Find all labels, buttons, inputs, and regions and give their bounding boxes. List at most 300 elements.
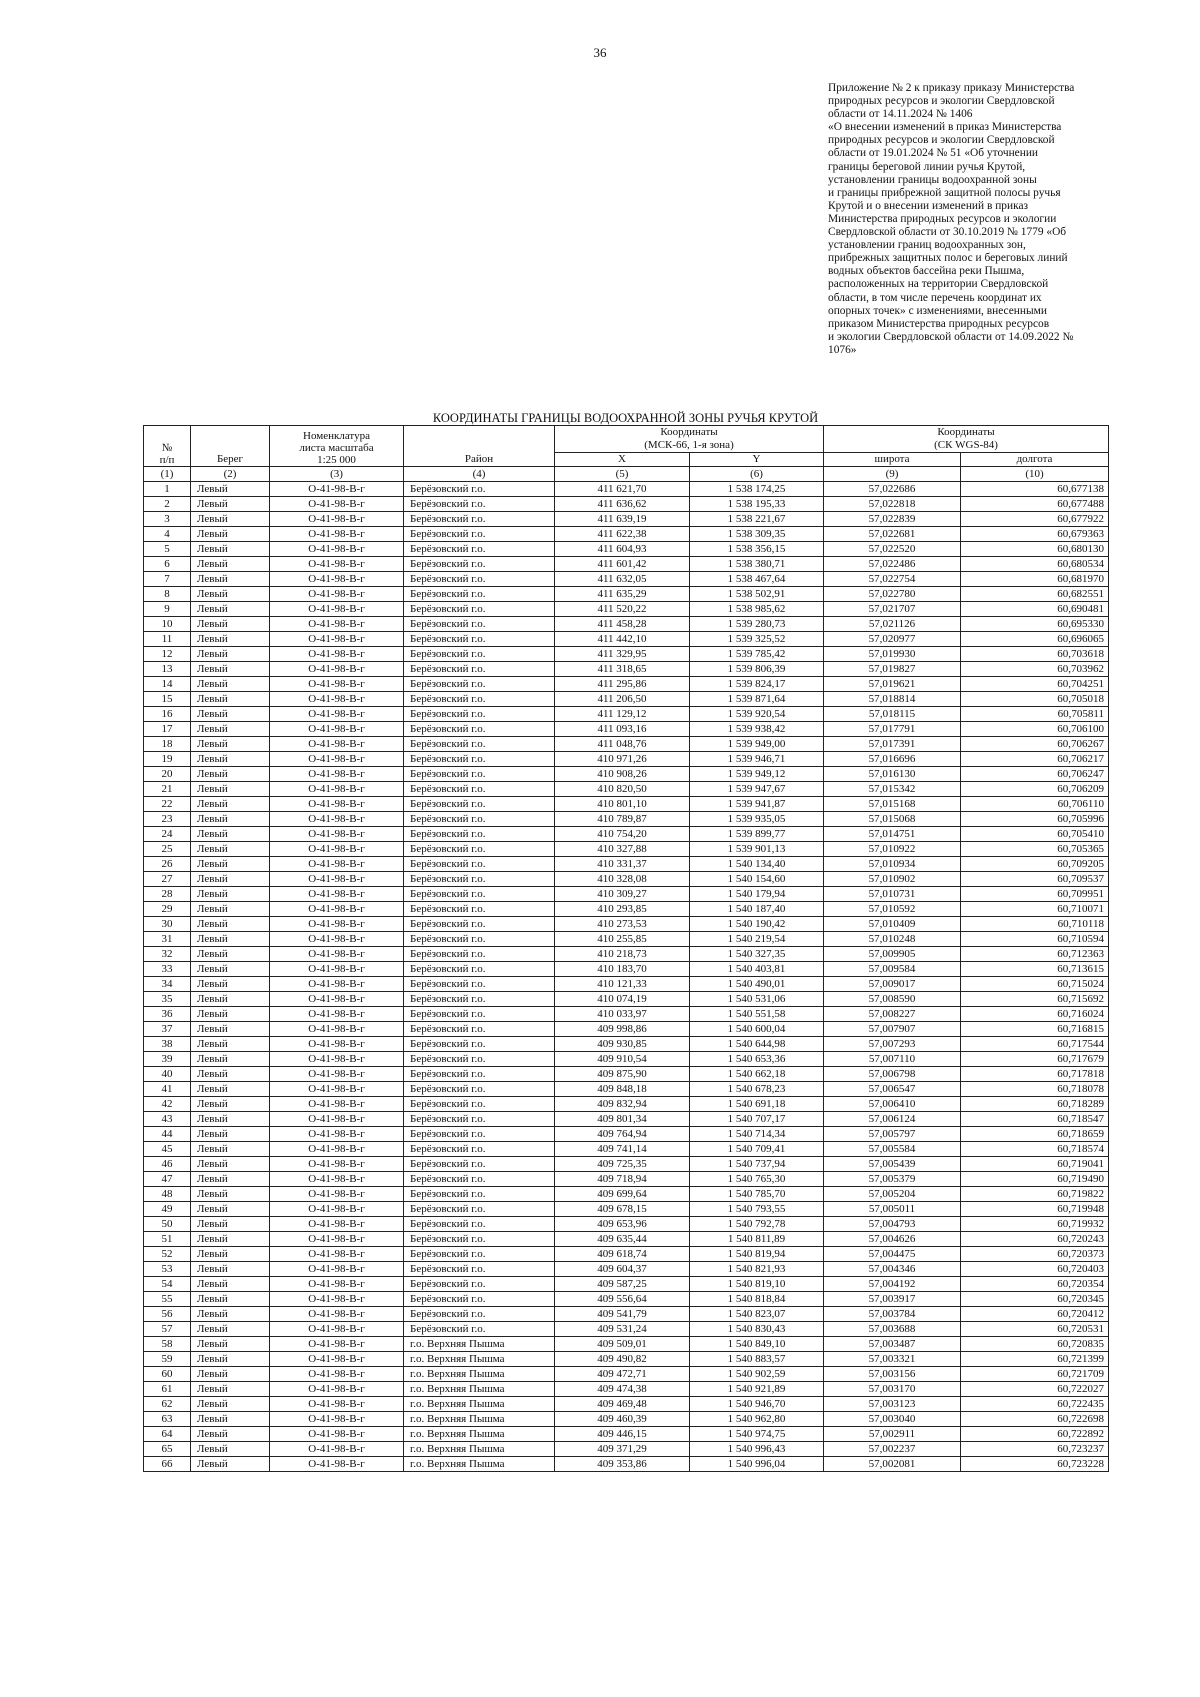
msk-y-cell: 1 540 962,80 xyxy=(690,1412,824,1427)
msk-y-cell: 1 540 600,04 xyxy=(690,1022,824,1037)
point-number-cell: 11 xyxy=(144,632,191,647)
district-cell: Берёзовский г.о. xyxy=(404,1307,555,1322)
wgs-longitude-cell: 60,718078 xyxy=(961,1082,1109,1097)
msk-y-cell: 1 540 403,81 xyxy=(690,962,824,977)
wgs-longitude-cell: 60,706247 xyxy=(961,767,1109,782)
msk-x-cell: 410 908,26 xyxy=(555,767,690,782)
table-row xyxy=(144,1172,1109,1187)
district-cell: Берёзовский г.о. xyxy=(404,1112,555,1127)
msk-y-cell: 1 540 653,36 xyxy=(690,1052,824,1067)
district-cell: Берёзовский г.о. xyxy=(404,1262,555,1277)
msk-y-cell: 1 539 806,39 xyxy=(690,662,824,677)
msk-x-cell: 409 371,29 xyxy=(555,1442,690,1457)
sheet-nomenclature-cell: О-41-98-В-г xyxy=(270,1307,404,1322)
point-number-cell: 29 xyxy=(144,902,191,917)
bank-cell: Левый xyxy=(191,1262,270,1277)
wgs-latitude-cell: 57,009584 xyxy=(824,962,961,977)
table-row xyxy=(144,1067,1109,1082)
wgs-longitude-cell: 60,679363 xyxy=(961,527,1109,542)
point-number-cell: 65 xyxy=(144,1442,191,1457)
sheet-nomenclature-cell: О-41-98-В-г xyxy=(270,1367,404,1382)
district-cell: Берёзовский г.о. xyxy=(404,482,555,497)
sheet-nomenclature-cell: О-41-98-В-г xyxy=(270,497,404,512)
msk-y-cell: 1 539 785,42 xyxy=(690,647,824,662)
wgs-longitude-cell: 60,717818 xyxy=(961,1067,1109,1082)
bank-cell: Левый xyxy=(191,632,270,647)
wgs-latitude-cell: 57,003156 xyxy=(824,1367,961,1382)
msk-y-cell: 1 538 221,67 xyxy=(690,512,824,527)
msk-y-cell: 1 540 691,18 xyxy=(690,1097,824,1112)
sheet-nomenclature-cell: О-41-98-В-г xyxy=(270,812,404,827)
district-cell: г.о. Верхняя Пышма xyxy=(404,1442,555,1457)
point-number-cell: 53 xyxy=(144,1262,191,1277)
table-row xyxy=(144,1292,1109,1307)
wgs-latitude-cell: 57,021126 xyxy=(824,617,961,632)
msk-y-cell: 1 540 765,30 xyxy=(690,1172,824,1187)
bank-cell: Левый xyxy=(191,1037,270,1052)
district-cell: Берёзовский г.о. xyxy=(404,587,555,602)
sheet-nomenclature-cell: О-41-98-В-г xyxy=(270,1067,404,1082)
district-cell: г.о. Верхняя Пышма xyxy=(404,1427,555,1442)
sheet-nomenclature-cell: О-41-98-В-г xyxy=(270,1337,404,1352)
bank-cell: Левый xyxy=(191,1337,270,1352)
table-row xyxy=(144,1142,1109,1157)
wgs-latitude-cell: 57,010592 xyxy=(824,902,961,917)
column-number: (9) xyxy=(824,467,961,482)
msk-x-cell: 410 820,50 xyxy=(555,782,690,797)
msk-x-cell: 409 469,48 xyxy=(555,1397,690,1412)
wgs-latitude-cell: 57,018814 xyxy=(824,692,961,707)
point-number-cell: 10 xyxy=(144,617,191,632)
district-cell: Берёзовский г.о. xyxy=(404,992,555,1007)
msk-x-cell: 411 048,76 xyxy=(555,737,690,752)
bank-cell: Левый xyxy=(191,1457,270,1472)
table-row xyxy=(144,977,1109,992)
table-body xyxy=(144,482,1109,1472)
wgs-longitude-cell: 60,704251 xyxy=(961,677,1109,692)
table-row xyxy=(144,1262,1109,1277)
district-cell: г.о. Верхняя Пышма xyxy=(404,1352,555,1367)
wgs-latitude-cell: 57,003170 xyxy=(824,1382,961,1397)
table-row xyxy=(144,1247,1109,1262)
district-cell: Берёзовский г.о. xyxy=(404,512,555,527)
msk-y-cell: 1 540 190,42 xyxy=(690,917,824,932)
msk-x-cell: 411 329,95 xyxy=(555,647,690,662)
district-cell: Берёзовский г.о. xyxy=(404,1127,555,1142)
district-cell: Берёзовский г.о. xyxy=(404,917,555,932)
bank-cell: Левый xyxy=(191,662,270,677)
wgs-latitude-cell: 57,003321 xyxy=(824,1352,961,1367)
msk-y-cell: 1 540 819,94 xyxy=(690,1247,824,1262)
column-number: (5) xyxy=(555,467,690,482)
column-numbers-row xyxy=(144,467,1109,482)
table-row xyxy=(144,1112,1109,1127)
table-row xyxy=(144,482,1109,497)
bank-cell: Левый xyxy=(191,1112,270,1127)
msk-x-cell: 411 295,86 xyxy=(555,677,690,692)
sheet-nomenclature-cell: О-41-98-В-г xyxy=(270,1112,404,1127)
point-number-cell: 20 xyxy=(144,767,191,782)
sheet-nomenclature-cell: О-41-98-В-г xyxy=(270,647,404,662)
column-number: (2) xyxy=(191,467,270,482)
table-row xyxy=(144,677,1109,692)
district-cell: Берёзовский г.о. xyxy=(404,647,555,662)
bank-cell: Левый xyxy=(191,557,270,572)
bank-cell: Левый xyxy=(191,497,270,512)
wgs-latitude-cell: 57,009905 xyxy=(824,947,961,962)
wgs-longitude-cell: 60,722435 xyxy=(961,1397,1109,1412)
table-row xyxy=(144,542,1109,557)
table-row xyxy=(144,872,1109,887)
wgs-longitude-cell: 60,705018 xyxy=(961,692,1109,707)
bank-cell: Левый xyxy=(191,1412,270,1427)
district-cell: Берёзовский г.о. xyxy=(404,497,555,512)
sheet-nomenclature-cell: О-41-98-В-г xyxy=(270,1217,404,1232)
table-row xyxy=(144,1367,1109,1382)
sheet-nomenclature-cell: О-41-98-В-г xyxy=(270,827,404,842)
district-cell: г.о. Верхняя Пышма xyxy=(404,1367,555,1382)
wgs-longitude-cell: 60,716815 xyxy=(961,1022,1109,1037)
sheet-nomenclature-cell: О-41-98-В-г xyxy=(270,752,404,767)
point-number-cell: 50 xyxy=(144,1217,191,1232)
point-number-cell: 30 xyxy=(144,917,191,932)
wgs-latitude-cell: 57,006798 xyxy=(824,1067,961,1082)
wgs-latitude-cell: 57,003917 xyxy=(824,1292,961,1307)
wgs-longitude-cell: 60,682551 xyxy=(961,587,1109,602)
wgs-longitude-cell: 60,705811 xyxy=(961,707,1109,722)
sheet-nomenclature-cell: О-41-98-В-г xyxy=(270,1262,404,1277)
msk-x-cell: 411 635,29 xyxy=(555,587,690,602)
table-row xyxy=(144,647,1109,662)
sheet-nomenclature-cell: О-41-98-В-г xyxy=(270,782,404,797)
wgs-latitude-cell: 57,004346 xyxy=(824,1262,961,1277)
district-cell: Берёзовский г.о. xyxy=(404,572,555,587)
sheet-nomenclature-cell: О-41-98-В-г xyxy=(270,1457,404,1472)
wgs-longitude-cell: 60,717679 xyxy=(961,1052,1109,1067)
wgs-longitude-cell: 60,722698 xyxy=(961,1412,1109,1427)
appendix-note xyxy=(828,82,1098,357)
point-number-cell: 25 xyxy=(144,842,191,857)
point-number-cell: 34 xyxy=(144,977,191,992)
point-number-cell: 12 xyxy=(144,647,191,662)
msk-x-cell: 409 848,18 xyxy=(555,1082,690,1097)
table-row xyxy=(144,992,1109,1007)
wgs-latitude-cell: 57,003688 xyxy=(824,1322,961,1337)
bank-cell: Левый xyxy=(191,917,270,932)
appendix-line: природных ресурсов и экологии Свердловской xyxy=(828,95,1055,108)
sheet-nomenclature-cell: О-41-98-В-г xyxy=(270,797,404,812)
district-cell: Берёзовский г.о. xyxy=(404,797,555,812)
sheet-nomenclature-cell: О-41-98-В-г xyxy=(270,857,404,872)
point-number-cell: 14 xyxy=(144,677,191,692)
sheet-nomenclature-cell: О-41-98-В-г xyxy=(270,1322,404,1337)
sheet-nomenclature-cell: О-41-98-В-г xyxy=(270,932,404,947)
msk-x-cell: 409 587,25 xyxy=(555,1277,690,1292)
msk-y-cell: 1 540 785,70 xyxy=(690,1187,824,1202)
bank-cell: Левый xyxy=(191,1067,270,1082)
point-number-cell: 33 xyxy=(144,962,191,977)
wgs-latitude-cell: 57,020977 xyxy=(824,632,961,647)
wgs-latitude-cell: 57,022780 xyxy=(824,587,961,602)
bank-cell: Левый xyxy=(191,1187,270,1202)
district-cell: Берёзовский г.о. xyxy=(404,692,555,707)
sheet-nomenclature-cell: О-41-98-В-г xyxy=(270,992,404,1007)
sheet-nomenclature-cell: О-41-98-В-г xyxy=(270,767,404,782)
district-cell: Берёзовский г.о. xyxy=(404,857,555,872)
table-row xyxy=(144,1187,1109,1202)
msk-x-cell: 410 331,37 xyxy=(555,857,690,872)
wgs-longitude-cell: 60,723237 xyxy=(961,1442,1109,1457)
msk-x-cell: 409 556,64 xyxy=(555,1292,690,1307)
appendix-line: опорных точек» с изменениями, внесенными xyxy=(828,304,1047,317)
wgs-longitude-cell: 60,706217 xyxy=(961,752,1109,767)
wgs-latitude-cell: 57,010731 xyxy=(824,887,961,902)
appendix-line: «О внесении изменений в приказ Министерства xyxy=(828,121,1062,134)
district-cell: Берёзовский г.о. xyxy=(404,722,555,737)
sheet-nomenclature-cell: О-41-98-В-г xyxy=(270,1082,404,1097)
msk-y-cell: 1 540 662,18 xyxy=(690,1067,824,1082)
wgs-latitude-cell: 57,022754 xyxy=(824,572,961,587)
district-cell: Берёзовский г.о. xyxy=(404,1082,555,1097)
point-number-cell: 47 xyxy=(144,1172,191,1187)
sheet-nomenclature-cell: О-41-98-В-г xyxy=(270,1382,404,1397)
msk-x-cell: 409 699,64 xyxy=(555,1187,690,1202)
msk-y-cell: 1 538 356,15 xyxy=(690,542,824,557)
msk-x-cell: 410 273,53 xyxy=(555,917,690,932)
msk-x-cell: 409 832,94 xyxy=(555,1097,690,1112)
district-cell: Берёзовский г.о. xyxy=(404,1292,555,1307)
sheet-nomenclature-cell: О-41-98-В-г xyxy=(270,572,404,587)
wgs-longitude-cell: 60,717544 xyxy=(961,1037,1109,1052)
appendix-line: и экологии Свердловской области от 14.09.2022 № xyxy=(828,330,1074,343)
msk-y-cell: 1 540 179,94 xyxy=(690,887,824,902)
point-number-cell: 4 xyxy=(144,527,191,542)
table-row xyxy=(144,1442,1109,1457)
wgs-longitude-cell: 60,719948 xyxy=(961,1202,1109,1217)
table-row xyxy=(144,512,1109,527)
table-row xyxy=(144,1097,1109,1112)
msk-y-cell: 1 538 309,35 xyxy=(690,527,824,542)
wgs-latitude-cell: 57,022818 xyxy=(824,497,961,512)
district-cell: Берёзовский г.о. xyxy=(404,962,555,977)
msk-x-cell: 409 678,15 xyxy=(555,1202,690,1217)
district-cell: Берёзовский г.о. xyxy=(404,1187,555,1202)
bank-cell: Левый xyxy=(191,602,270,617)
msk-x-cell: 409 930,85 xyxy=(555,1037,690,1052)
table-row xyxy=(144,857,1109,872)
msk-y-cell: 1 540 709,41 xyxy=(690,1142,824,1157)
district-cell: Берёзовский г.о. xyxy=(404,812,555,827)
bank-cell: Левый xyxy=(191,1217,270,1232)
point-number-cell: 57 xyxy=(144,1322,191,1337)
wgs-latitude-cell: 57,015342 xyxy=(824,782,961,797)
bank-cell: Левый xyxy=(191,722,270,737)
sheet-nomenclature-cell: О-41-98-В-г xyxy=(270,662,404,677)
wgs-latitude-cell: 57,017391 xyxy=(824,737,961,752)
msk-x-cell: 409 353,86 xyxy=(555,1457,690,1472)
wgs-longitude-cell: 60,709537 xyxy=(961,872,1109,887)
msk-y-cell: 1 540 551,58 xyxy=(690,1007,824,1022)
point-number-cell: 22 xyxy=(144,797,191,812)
msk-x-cell: 409 460,39 xyxy=(555,1412,690,1427)
sheet-nomenclature-cell: О-41-98-В-г xyxy=(270,512,404,527)
bank-cell: Левый xyxy=(191,542,270,557)
wgs-longitude-cell: 60,720531 xyxy=(961,1322,1109,1337)
sheet-nomenclature-cell: О-41-98-В-г xyxy=(270,902,404,917)
bank-cell: Левый xyxy=(191,857,270,872)
wgs-latitude-cell: 57,019930 xyxy=(824,647,961,662)
table-row xyxy=(144,632,1109,647)
wgs-longitude-cell: 60,720373 xyxy=(961,1247,1109,1262)
table-row xyxy=(144,917,1109,932)
wgs-latitude-cell: 57,005439 xyxy=(824,1157,961,1172)
wgs-latitude-cell: 57,005011 xyxy=(824,1202,961,1217)
table-row xyxy=(144,887,1109,902)
wgs-longitude-cell: 60,703962 xyxy=(961,662,1109,677)
point-number-cell: 21 xyxy=(144,782,191,797)
wgs-longitude-cell: 60,710594 xyxy=(961,932,1109,947)
msk-y-cell: 1 540 830,43 xyxy=(690,1322,824,1337)
point-number-cell: 23 xyxy=(144,812,191,827)
wgs-longitude-cell: 60,709951 xyxy=(961,887,1109,902)
wgs-longitude-cell: 60,706267 xyxy=(961,737,1109,752)
wgs-latitude-cell: 57,008590 xyxy=(824,992,961,1007)
msk-x-cell: 409 725,35 xyxy=(555,1157,690,1172)
wgs-longitude-cell: 60,720403 xyxy=(961,1262,1109,1277)
column-number: (3) xyxy=(270,467,404,482)
wgs-longitude-cell: 60,677488 xyxy=(961,497,1109,512)
wgs-latitude-cell: 57,017791 xyxy=(824,722,961,737)
wgs-latitude-cell: 57,022681 xyxy=(824,527,961,542)
sheet-nomenclature-cell: О-41-98-В-г xyxy=(270,1187,404,1202)
msk-x-cell: 411 601,42 xyxy=(555,557,690,572)
msk-y-cell: 1 540 134,40 xyxy=(690,857,824,872)
point-number-cell: 13 xyxy=(144,662,191,677)
wgs-latitude-cell: 57,004192 xyxy=(824,1277,961,1292)
msk-x-cell: 411 093,16 xyxy=(555,722,690,737)
msk-y-cell: 1 540 883,57 xyxy=(690,1352,824,1367)
wgs-longitude-cell: 60,705410 xyxy=(961,827,1109,842)
wgs-latitude-cell: 57,003487 xyxy=(824,1337,961,1352)
wgs-latitude-cell: 57,002237 xyxy=(824,1442,961,1457)
bank-cell: Левый xyxy=(191,1307,270,1322)
msk-y-cell: 1 538 467,64 xyxy=(690,572,824,587)
bank-cell: Левый xyxy=(191,1427,270,1442)
sheet-nomenclature-cell: О-41-98-В-г xyxy=(270,707,404,722)
district-cell: Берёзовский г.о. xyxy=(404,737,555,752)
appendix-line: природных ресурсов и экологии Свердловской xyxy=(828,134,1055,147)
district-cell: Берёзовский г.о. xyxy=(404,872,555,887)
msk-x-cell: 411 129,12 xyxy=(555,707,690,722)
wgs-latitude-cell: 57,010409 xyxy=(824,917,961,932)
point-number-cell: 7 xyxy=(144,572,191,587)
wgs-longitude-cell: 60,720345 xyxy=(961,1292,1109,1307)
msk-y-cell: 1 540 714,34 xyxy=(690,1127,824,1142)
wgs-latitude-cell: 57,002911 xyxy=(824,1427,961,1442)
wgs-latitude-cell: 57,004475 xyxy=(824,1247,961,1262)
msk-x-cell: 411 458,28 xyxy=(555,617,690,632)
district-cell: Берёзовский г.о. xyxy=(404,947,555,962)
wgs-longitude-cell: 60,680130 xyxy=(961,542,1109,557)
msk-y-cell: 1 539 947,67 xyxy=(690,782,824,797)
wgs-latitude-cell: 57,004793 xyxy=(824,1217,961,1232)
bank-cell: Левый xyxy=(191,962,270,977)
msk-x-cell: 411 318,65 xyxy=(555,662,690,677)
msk-x-cell: 409 764,94 xyxy=(555,1127,690,1142)
wgs-latitude-cell: 57,016130 xyxy=(824,767,961,782)
wgs-longitude-cell: 60,719490 xyxy=(961,1172,1109,1187)
msk-x-cell: 410 074,19 xyxy=(555,992,690,1007)
wgs-longitude-cell: 60,722027 xyxy=(961,1382,1109,1397)
bank-cell: Левый xyxy=(191,782,270,797)
wgs-longitude-cell: 60,706100 xyxy=(961,722,1109,737)
wgs-latitude-cell: 57,003123 xyxy=(824,1397,961,1412)
district-cell: Берёзовский г.о. xyxy=(404,527,555,542)
district-cell: Берёзовский г.о. xyxy=(404,902,555,917)
bank-cell: Левый xyxy=(191,1277,270,1292)
msk-y-cell: 1 540 821,93 xyxy=(690,1262,824,1277)
msk-x-cell: 410 328,08 xyxy=(555,872,690,887)
point-number-cell: 36 xyxy=(144,1007,191,1022)
table-row xyxy=(144,722,1109,737)
msk-x-cell: 410 971,26 xyxy=(555,752,690,767)
point-number-cell: 61 xyxy=(144,1382,191,1397)
msk-x-cell: 409 509,01 xyxy=(555,1337,690,1352)
wgs-latitude-cell: 57,007293 xyxy=(824,1037,961,1052)
wgs-latitude-cell: 57,022839 xyxy=(824,512,961,527)
msk-x-cell: 409 635,44 xyxy=(555,1232,690,1247)
wgs-latitude-cell: 57,005584 xyxy=(824,1142,961,1157)
header-sheet: Номенклатура листа масштаба 1:25 000 xyxy=(270,426,404,467)
wgs-longitude-cell: 60,709205 xyxy=(961,857,1109,872)
msk-y-cell: 1 539 920,54 xyxy=(690,707,824,722)
district-cell: Берёзовский г.о. xyxy=(404,932,555,947)
sheet-nomenclature-cell: О-41-98-В-г xyxy=(270,962,404,977)
district-cell: г.о. Верхняя Пышма xyxy=(404,1457,555,1472)
msk-x-cell: 410 327,88 xyxy=(555,842,690,857)
msk-x-cell: 411 622,38 xyxy=(555,527,690,542)
point-number-cell: 8 xyxy=(144,587,191,602)
msk-x-cell: 411 442,10 xyxy=(555,632,690,647)
wgs-latitude-cell: 57,006410 xyxy=(824,1097,961,1112)
header-district: Район xyxy=(404,426,555,467)
table-row xyxy=(144,707,1109,722)
appendix-line: прибрежных защитных полос и береговых линий xyxy=(828,252,1068,265)
msk-x-cell: 410 033,97 xyxy=(555,1007,690,1022)
district-cell: Берёзовский г.о. xyxy=(404,842,555,857)
point-number-cell: 24 xyxy=(144,827,191,842)
table-row xyxy=(144,662,1109,677)
sheet-nomenclature-cell: О-41-98-В-г xyxy=(270,1412,404,1427)
msk-x-cell: 411 520,22 xyxy=(555,602,690,617)
point-number-cell: 1 xyxy=(144,482,191,497)
msk-y-cell: 1 540 792,78 xyxy=(690,1217,824,1232)
table-row xyxy=(144,602,1109,617)
wgs-longitude-cell: 60,719822 xyxy=(961,1187,1109,1202)
point-number-cell: 45 xyxy=(144,1142,191,1157)
wgs-latitude-cell: 57,022520 xyxy=(824,542,961,557)
appendix-line: границы береговой линии ручья Крутой, xyxy=(828,160,1026,173)
appendix-line: расположенных на территории Свердловской xyxy=(828,278,1049,291)
table-row xyxy=(144,812,1109,827)
header-bank: Берег xyxy=(191,426,270,467)
point-number-cell: 42 xyxy=(144,1097,191,1112)
bank-cell: Левый xyxy=(191,1142,270,1157)
sheet-nomenclature-cell: О-41-98-В-г xyxy=(270,977,404,992)
point-number-cell: 39 xyxy=(144,1052,191,1067)
bank-cell: Левый xyxy=(191,707,270,722)
bank-cell: Левый xyxy=(191,572,270,587)
